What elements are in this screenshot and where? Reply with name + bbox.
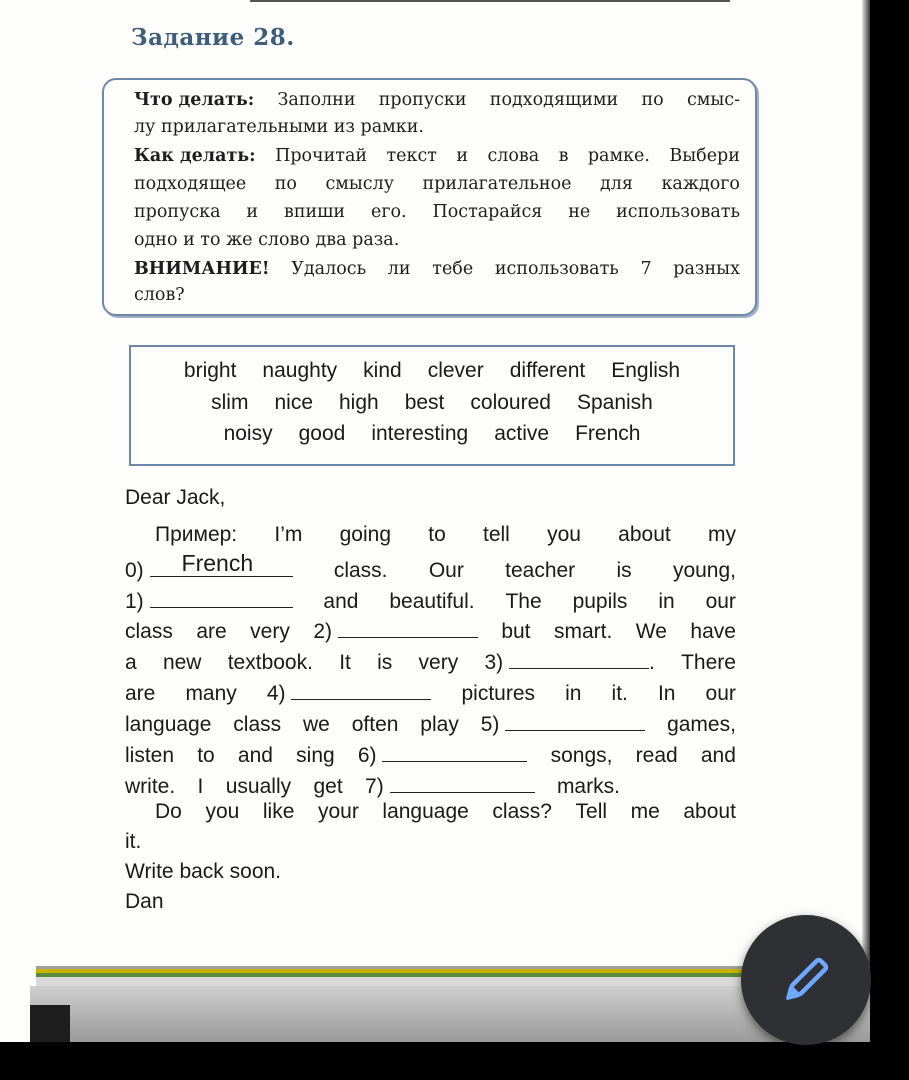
instruction-label-how: Как делать:	[134, 146, 256, 166]
letter-word: beautiful.	[389, 590, 475, 613]
letter-line-11: it.	[125, 830, 142, 853]
letter-line-4	[125, 615, 736, 645]
letter-line-5	[125, 646, 736, 676]
letter-word: language	[125, 713, 212, 736]
word-option: naughty	[262, 359, 338, 382]
instruction-line-8: слов?	[134, 285, 185, 305]
letter-word: are	[125, 682, 156, 705]
instruction-word: Выбери	[669, 146, 740, 166]
blank-6[interactable]	[382, 739, 527, 762]
blank-2[interactable]	[338, 615, 478, 638]
letter-word: The	[505, 590, 542, 613]
letter-word: sing	[296, 744, 335, 767]
letter-word: very	[418, 651, 459, 674]
instruction-word: рамке.	[587, 146, 650, 166]
letter-word: songs,	[550, 744, 613, 767]
letter-punctuation: .	[649, 651, 655, 674]
instruction-word: и	[456, 146, 469, 166]
letter-closing: Write back soon.	[125, 860, 282, 883]
word-option: noisy	[223, 422, 273, 445]
edit-fab-button[interactable]	[741, 915, 871, 1045]
letter-word: textbook.	[227, 651, 313, 674]
letter-word: and	[700, 744, 736, 767]
letter-word: In	[657, 682, 676, 705]
word-option: active	[494, 422, 550, 445]
instruction-word: впиши	[283, 202, 346, 222]
letter-word: get	[313, 775, 343, 798]
letter-word: we	[303, 713, 330, 736]
blank-group	[313, 615, 478, 644]
instruction-word: по	[274, 174, 297, 194]
letter-word: listen	[125, 744, 175, 767]
letter-word: tell	[482, 523, 510, 546]
instruction-word: Постарайся	[432, 202, 543, 222]
blank-number-2: 2)	[313, 620, 332, 643]
instruction-word: тебе	[432, 259, 474, 279]
instruction-word: в	[558, 146, 569, 166]
word-option: kind	[363, 359, 402, 382]
instruction-word: подходящее	[134, 174, 247, 194]
instruction-line-4	[134, 174, 740, 200]
letter-word: me	[630, 800, 660, 823]
blank-1[interactable]	[150, 585, 293, 608]
letter-line-1	[155, 523, 736, 553]
blank-number-1: 1)	[125, 590, 144, 613]
letter-word: a	[125, 651, 137, 674]
letter-word: class	[125, 620, 173, 643]
blank-group	[481, 708, 646, 737]
page-corner-shadow	[30, 1005, 70, 1042]
instruction-word: Удалось	[291, 259, 367, 279]
letter-word: our	[705, 682, 736, 705]
word-option: nice	[274, 391, 313, 414]
letter-word: about	[683, 800, 736, 823]
letter-word: I’m	[274, 523, 303, 546]
blank-4[interactable]	[291, 677, 431, 700]
letter-line-7	[125, 708, 736, 738]
letter-word: write.	[125, 775, 176, 798]
letter-word: read	[635, 744, 678, 767]
word-option: clever	[427, 359, 484, 382]
letter-word: games,	[667, 713, 736, 736]
instruction-word: пропуски	[378, 90, 467, 110]
letter-word: my	[707, 523, 736, 546]
letter-word: pictures	[461, 682, 536, 705]
blank-group	[267, 677, 432, 706]
letter-word: is	[377, 651, 393, 674]
page-edge-shadow	[862, 0, 870, 1042]
instruction-word: пропуска	[134, 202, 221, 222]
letter-word: in	[658, 590, 675, 613]
instruction-line-6: одно и то же слово два раза.	[134, 230, 400, 250]
letter-greeting: Dear Jack,	[125, 486, 226, 509]
letter-word: like	[262, 800, 295, 823]
letter-word: There	[681, 651, 736, 674]
pencil-icon	[778, 952, 834, 1008]
word-option: English	[611, 359, 681, 382]
instruction-word: и	[246, 202, 259, 222]
word-option: different	[509, 359, 586, 382]
instruction-word: для	[600, 174, 633, 194]
letter-word: usually	[225, 775, 292, 798]
instruction-word: Заполни	[277, 90, 356, 110]
letter-word: have	[690, 620, 736, 643]
letter-word: smart.	[553, 620, 613, 643]
blank-7[interactable]	[390, 770, 535, 793]
letter-word: young,	[672, 559, 736, 582]
word-option: coloured	[470, 391, 551, 414]
instruction-label-what: Что делать:	[134, 90, 255, 110]
letter-word: often	[351, 713, 399, 736]
letter-word: new	[162, 651, 202, 674]
word-option: slim	[211, 391, 249, 414]
word-row-1	[131, 359, 733, 383]
blank-group	[358, 739, 528, 768]
letter-word: but	[501, 620, 531, 643]
instruction-word: 7	[640, 259, 652, 279]
instruction-word: смыслу	[325, 174, 395, 194]
letter-word: It	[339, 651, 351, 674]
instruction-line-2: лу прилагательными из рамки.	[134, 117, 424, 137]
instruction-word: каждого	[661, 174, 740, 194]
letter-word: marks.	[556, 775, 620, 798]
instruction-word: не	[568, 202, 591, 222]
letter-word: play	[420, 713, 459, 736]
letter-word: language	[382, 800, 469, 823]
blank-group	[484, 646, 654, 675]
word-option: bright	[183, 359, 237, 382]
letter-line-6	[125, 677, 736, 707]
letter-word: are	[196, 620, 227, 643]
word-row-2	[131, 391, 733, 415]
blank-group	[125, 550, 293, 583]
instruction-word: подходящими	[489, 90, 619, 110]
letter-word: teacher	[505, 559, 576, 582]
instruction-word: прилагательное	[422, 174, 572, 194]
word-option: French	[575, 422, 641, 445]
letter-word: it.	[611, 682, 628, 705]
letter-word: many	[185, 682, 237, 705]
letter-word: going	[339, 523, 391, 546]
blank-number-5: 5)	[480, 713, 500, 736]
letter-word: and	[323, 590, 359, 613]
letter-signature: Dan	[125, 890, 164, 913]
instruction-word: ли	[387, 259, 411, 279]
word-option: best	[404, 391, 445, 414]
letter-word: We	[635, 620, 667, 643]
blank-5[interactable]	[505, 708, 645, 731]
blank-3[interactable]	[509, 646, 649, 669]
blank-group	[365, 770, 535, 799]
letter-word: our	[705, 590, 736, 613]
blank-number-0: 0)	[125, 559, 144, 582]
letter-word: is	[616, 559, 632, 582]
instruction-word: использовать	[616, 202, 740, 222]
letter-line-9	[125, 770, 620, 800]
letter-word: very	[250, 620, 290, 643]
letter-word: I	[197, 775, 204, 798]
word-option: interesting	[371, 422, 469, 445]
letter-word: about	[618, 523, 671, 546]
letter-word: Do	[155, 800, 182, 823]
blank-number-6: 6)	[357, 744, 377, 767]
letter-line-10	[155, 800, 736, 830]
word-row-3	[131, 422, 733, 446]
instruction-word: текст	[386, 146, 437, 166]
instruction-word: разных	[673, 259, 740, 279]
instruction-word: его.	[370, 202, 407, 222]
letter-word: Tell	[575, 800, 608, 823]
letter-word: your	[317, 800, 359, 823]
word-option: high	[339, 391, 379, 414]
instruction-line-3	[134, 146, 740, 172]
letter-word: you	[205, 800, 240, 823]
word-box	[129, 345, 735, 466]
blank-0[interactable]	[150, 550, 293, 577]
top-rule	[250, 0, 730, 2]
blank-number-4: 4)	[266, 682, 286, 705]
letter-word: you	[547, 523, 581, 546]
letter-word: Пример:	[155, 523, 238, 546]
instruction-word: смыс-	[686, 90, 740, 110]
instruction-word: использовать	[494, 259, 619, 279]
word-option: good	[298, 422, 346, 445]
instruction-line-1	[134, 90, 740, 116]
letter-word: in	[565, 682, 582, 705]
instruction-word: по	[641, 90, 664, 110]
letter-word: class	[233, 713, 282, 736]
letter-line-3	[125, 585, 736, 615]
letter-word: pupils	[572, 590, 628, 613]
instruction-word: Прочитай	[275, 146, 368, 166]
letter-line-8	[125, 739, 736, 769]
instruction-box	[102, 78, 757, 316]
blank-group	[125, 585, 293, 614]
blank-number-7: 7)	[365, 775, 384, 798]
instruction-word: слова	[487, 146, 540, 166]
letter-line-2	[125, 550, 736, 584]
instruction-label-attention: ВНИМАНИЕ!	[134, 259, 270, 279]
word-option: Spanish	[576, 391, 653, 414]
blank-number-3: 3)	[484, 651, 504, 674]
letter-word: class.	[333, 559, 388, 582]
instruction-line-5	[134, 202, 740, 228]
instruction-line-7	[134, 259, 740, 285]
letter-word: and	[237, 744, 273, 767]
letter-word: Our	[428, 559, 464, 582]
letter-word: class?	[492, 800, 552, 823]
blank-0-answer: French	[181, 550, 254, 576]
letter-word: to	[197, 744, 215, 767]
task-title: Задание 28.	[131, 24, 295, 51]
letter-word: to	[428, 523, 446, 546]
